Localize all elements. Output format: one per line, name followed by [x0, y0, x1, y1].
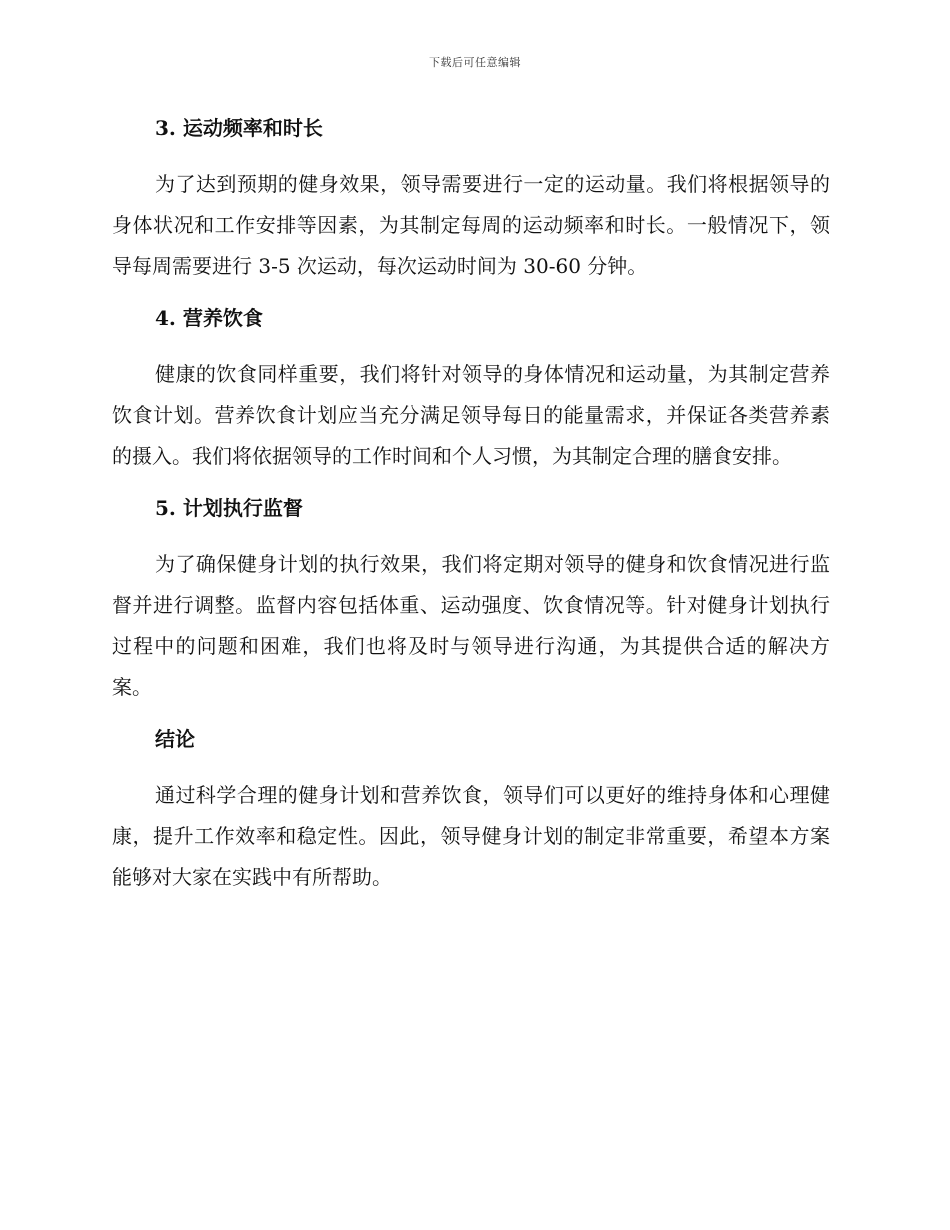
section-heading-nutrition: 4. 营养饮食	[155, 306, 263, 330]
document-body	[112, 112, 830, 898]
section-paragraph-nutrition: 健康的饮食同样重要，我们将针对领导的身体情况和运动量，为其制定营养饮食计划。营养饮食计划应当充分满足领导每日的能量需求，并保证各类营养素的摄入。我们将依据领导的工作时间和个人习惯，为其制定合理的膳食安排。	[112, 362, 830, 468]
section-paragraph-conclusion: 通过科学合理的健身计划和营养饮食，领导们可以更好的维持身体和心理健康，提升工作效率和稳定性。因此，领导健身计划的制定非常重要，希望本方案能够对大家在实践中有所帮助。	[112, 783, 830, 889]
section-heading-conclusion: 结论	[155, 727, 195, 751]
section-heading-supervision: 5. 计划执行监督	[155, 496, 303, 520]
section-paragraph-supervision: 为了确保健身计划的执行效果，我们将定期对领导的健身和饮食情况进行监督并进行调整。监督内容包括体重、运动强度、饮食情况等。针对健身计划执行过程中的问题和困难，我们也将及时与领导进行沟通，为其提供合适的解决方案。	[112, 552, 830, 699]
page-header: 下载后可任意编辑	[429, 56, 521, 69]
section-heading-exercise-frequency: 3. 运动频率和时长	[155, 116, 323, 140]
section-paragraph-exercise-frequency: 为了达到预期的健身效果，领导需要进行一定的运动量。我们将根据领导的身体状况和工作安排等因素，为其制定每周的运动频率和时长。一般情况下，领导每周需要进行 3-5 次运动，每次运动时间为 30-60 分钟。	[112, 172, 830, 278]
